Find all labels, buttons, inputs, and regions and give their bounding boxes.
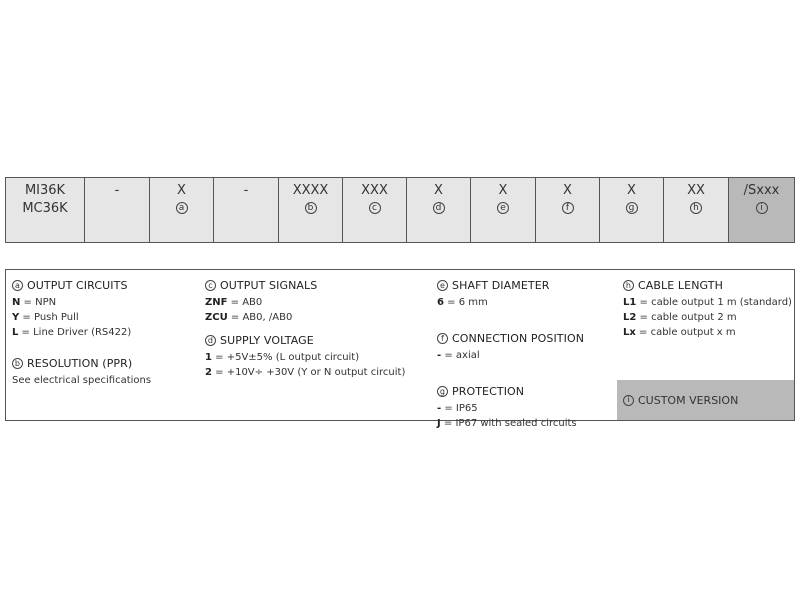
legend-column-3 bbox=[437, 270, 612, 431]
code-cell-value: - bbox=[243, 183, 249, 198]
heading-text: RESOLUTION (PPR) bbox=[27, 357, 133, 370]
ordering-code-table bbox=[5, 177, 795, 243]
heading-output-circuits bbox=[12, 278, 197, 293]
heading-text: PROTECTION bbox=[452, 385, 525, 398]
code-cell-resolution bbox=[279, 178, 343, 242]
heading-cable-length bbox=[623, 278, 793, 293]
code-cell-supply-voltage bbox=[407, 178, 471, 242]
entry-push-pull: Y = Push Pull bbox=[12, 312, 79, 323]
marker-i: i bbox=[756, 202, 768, 214]
code-cell-cable-length bbox=[664, 178, 729, 242]
entry-line-driver: L = Line Driver (RS422) bbox=[12, 327, 132, 338]
marker-c: c bbox=[369, 202, 381, 214]
heading-shaft-diameter bbox=[437, 278, 612, 293]
code-cell-output-circuit bbox=[150, 178, 214, 242]
marker-a: a bbox=[12, 280, 23, 291]
marker-d: d bbox=[205, 335, 216, 346]
code-cell-value: XXX bbox=[361, 183, 388, 198]
heading-text: CABLE LENGTH bbox=[638, 279, 723, 292]
marker-c: c bbox=[205, 280, 216, 291]
code-cell-value: X bbox=[563, 183, 572, 198]
code-cell-value: XXXX bbox=[292, 183, 329, 198]
heading-text: CONNECTION POSITION bbox=[452, 332, 585, 345]
code-cell-dash-2 bbox=[214, 178, 279, 242]
entry-supply-2: 2 = +10V÷ +30V (Y or N output circuit) bbox=[205, 367, 406, 378]
code-cell-dash-1 bbox=[85, 178, 150, 242]
heading-text: OUTPUT SIGNALS bbox=[220, 279, 318, 292]
model-mi36k: MI36K bbox=[24, 183, 66, 198]
heading-connection-position bbox=[437, 331, 612, 346]
code-cell-protection bbox=[600, 178, 664, 242]
marker-h: h bbox=[690, 202, 702, 214]
legend-column-4 bbox=[623, 270, 793, 340]
code-cell-value: XX bbox=[687, 183, 705, 198]
legend-box bbox=[5, 269, 795, 429]
heading-protection bbox=[437, 384, 612, 399]
code-cell-model bbox=[6, 178, 85, 242]
entry-npn: N = NPN bbox=[12, 297, 57, 308]
marker-f: f bbox=[437, 333, 448, 344]
marker-g: g bbox=[626, 202, 638, 214]
marker-g: g bbox=[437, 386, 448, 397]
code-cell-value: /Sxxx bbox=[743, 183, 780, 198]
marker-b: b bbox=[12, 358, 23, 369]
marker-i: i bbox=[623, 395, 634, 406]
code-cell-output-signals bbox=[343, 178, 407, 242]
entry-l1: L1 = cable output 1 m (standard) bbox=[623, 297, 792, 308]
model-mc36k: MC36K bbox=[22, 201, 68, 216]
code-cell-connection-position bbox=[536, 178, 600, 242]
marker-d: d bbox=[433, 202, 445, 214]
heading-output-signals bbox=[205, 278, 430, 293]
heading-text: SUPPLY VOLTAGE bbox=[220, 334, 314, 347]
code-cell-value: X bbox=[627, 183, 636, 198]
custom-version-band bbox=[617, 380, 794, 420]
custom-version-title: CUSTOM VERSION bbox=[638, 393, 739, 407]
entry-lx: Lx = cable output x m bbox=[623, 327, 736, 338]
legend-column-1 bbox=[12, 270, 197, 388]
entry-znf: ZNF = AB0 bbox=[205, 297, 263, 308]
code-cell-value: - bbox=[114, 183, 120, 198]
heading-text: OUTPUT CIRCUITS bbox=[27, 279, 128, 292]
marker-a: a bbox=[176, 202, 188, 214]
code-cell-shaft-diameter bbox=[471, 178, 536, 242]
heading-supply-voltage bbox=[205, 333, 430, 348]
marker-b: b bbox=[305, 202, 317, 214]
heading-text: SHAFT DIAMETER bbox=[452, 279, 550, 292]
code-cell-value: X bbox=[434, 183, 443, 198]
marker-h: h bbox=[623, 280, 634, 291]
entry-supply-1: 1 = +5V±5% (L output circuit) bbox=[205, 352, 360, 363]
entry-shaft-6: 6 = 6 mm bbox=[437, 297, 488, 308]
legend-column-2 bbox=[205, 270, 430, 380]
code-cell-custom bbox=[729, 178, 794, 242]
entry-l2: L2 = cable output 2 m bbox=[623, 312, 737, 323]
code-cell-value: X bbox=[177, 183, 186, 198]
entry-ip67: J = IP67 with sealed circuits bbox=[437, 418, 577, 429]
marker-f: f bbox=[562, 202, 574, 214]
entry-zcu: ZCU = AB0, /AB0 bbox=[205, 312, 293, 323]
marker-e: e bbox=[497, 202, 509, 214]
marker-e: e bbox=[437, 280, 448, 291]
code-cell-value: X bbox=[498, 183, 508, 198]
entry-axial: - = axial bbox=[437, 350, 480, 361]
entry-ip65: - = IP65 bbox=[437, 403, 478, 414]
heading-resolution bbox=[12, 356, 197, 371]
entry-resolution-text: See electrical specifications bbox=[12, 375, 152, 386]
